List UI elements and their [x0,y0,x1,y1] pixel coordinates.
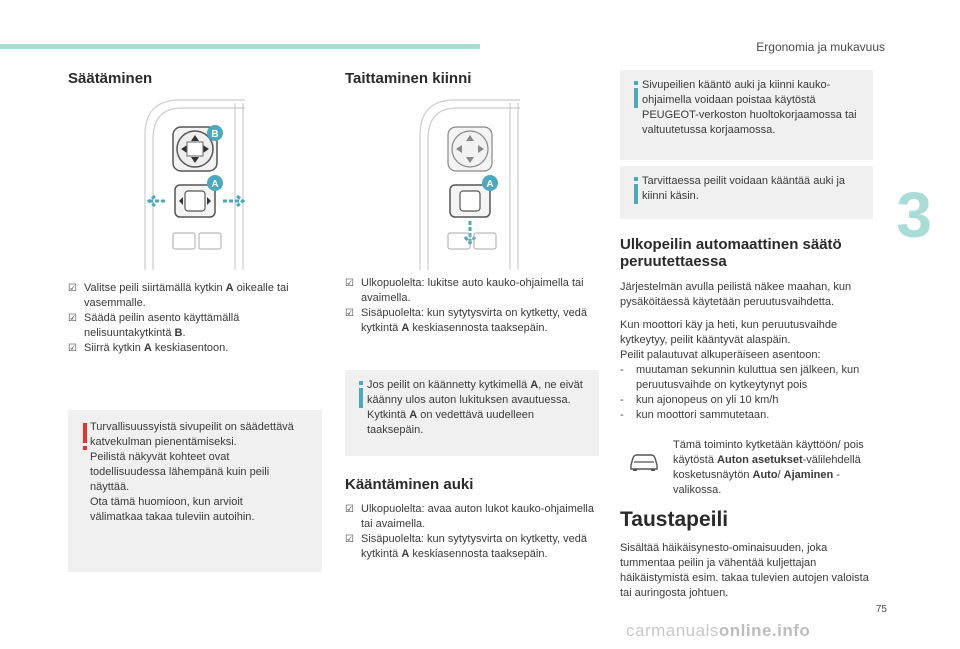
info-box-manual [620,166,873,219]
paragraph: Järjestelmän avulla peilistä näkee maahan, kun pysäköitäessä käytetään peruutusvaihdetta. [620,281,852,308]
list-item: - muutaman sekunnin kuluttua sen jälkeen, kun peruutusvaihde on kytkeytynyt pois [620,364,860,391]
info-icon [629,80,643,110]
info-icon [354,380,368,410]
list-item: ☑ Siirrä kytkin A keskiasentoon. [68,342,229,354]
info-box-service [620,70,873,160]
list-item: ☑ Sisäpuolelta: kun sytytysvirta on kytketty, vedä kytkintä A keskiasennosta taaksepäin. [345,307,588,334]
note-text: Tämä toiminto kytketään käyttöön/ pois käytöstä Auton asetukset-välilehdellä kosketusnäytön Auto/ Ajaminen -valikossa. [673,439,864,496]
check-square-icon: ☑ [68,283,77,294]
label-a: A [211,179,219,190]
check-square-icon: ☑ [345,308,354,319]
section-title: Ergonomia ja mukavuus [756,40,885,54]
mirror-switch-illustration-2 [410,95,535,270]
chapter-number: 3 [896,179,932,251]
check-square-icon: ☑ [345,534,354,545]
mirror-switch-illustration-1 [135,95,260,270]
check-square-icon: ☑ [68,313,77,324]
list-item: ☑ Sisäpuolelta: kun sytytysvirta on kytketty, vedä kytkintä A keskiasennosta taaksepäin. [345,533,588,560]
heading-folding: Taittaminen kiinni [345,70,472,87]
folding-steps [345,276,600,336]
info-box-lock [345,370,599,456]
header-accent-bar [0,44,480,49]
list-item: - kun ajonopeus on yli 10 km/h [620,394,779,406]
watermark: carmanualsonline.info [626,621,811,640]
info-text: Sivupeilien kääntö auki ja kiinni kauko-ohjaimella voidaan poistaa käytöstä PEUGEOT-verkoston huoltokorjaamossa tai valtuutetussa korjaamossa. [642,79,857,136]
info-text: Tarvittaessa peilit voidaan kääntää auki ja kiinni käsin. [642,175,846,202]
paragraph: Sisältää häikäisynesto-ominaisuuden, joka tummentaa peilin ja vähentää kuljettajan häikäistymistä esim. takaa tulevien autojen valoista tai auringosta johtuen. [620,542,869,599]
check-square-icon: ☑ [345,278,354,289]
heading-adjustment: Säätäminen [68,70,153,87]
warning-box [68,410,322,572]
list-item: - kun moottori sammutetaan. [620,409,770,421]
list-item: ☑ Valitse peili siirtämällä kytkin A oikealle tai vasemmalle. [68,282,289,309]
info-text: Jos peilit on käännetty kytkimellä A, ne eivät käänny ulos auton lukituksen avautuessa. Kytkintä A on vedettävä uudelleen taaksepäin. [367,379,583,436]
heading-auto-tilt: Ulkopeilin automaattinen säätö peruutettaessa [620,236,842,270]
paragraph: Peilit palautuvat alkuperäiseen asentoon: [620,349,821,361]
label-a: A [486,179,494,190]
info-icon [629,176,643,206]
label-b: B [211,129,219,140]
heading-rear-mirror: Taustapeili [620,508,729,531]
car-outline-icon [628,450,660,472]
adjust-steps [68,281,318,356]
check-square-icon: ☑ [68,343,77,354]
list-item: ☑ Säädä peilin asento käyttämällä nelisuuntakytkintä B. [68,312,240,339]
unfolding-steps [345,502,600,562]
check-square-icon: ☑ [345,504,354,515]
heading-unfolding: Kääntäminen auki [345,476,474,493]
paragraph: Kun moottori käy ja heti, kun peruutusvaihde kytkeytyy, peilit kääntyvät alaspäin. [620,319,838,346]
page-number: 75 [875,604,887,615]
list-item: ☑ Ulkopuolelta: lukitse auto kauko-ohjaimella tai avaimella. [345,277,584,304]
list-item: ☑ Ulkopuolelta: avaa auton lukot kauko-ohjaimella tai avaimella. [345,503,594,530]
reset-conditions [620,363,875,423]
warning-text: Turvallisuussyistä sivupeilit on säädettävä katvekulman pienentämiseksi. Peilistä näkyvät kohteet ovat todellisuudessa lähempänä kuin peili näyttää. Ota tämä huomioon, kun arvioit välimatkaa takaa tuleviin autoihin. [90,421,294,523]
